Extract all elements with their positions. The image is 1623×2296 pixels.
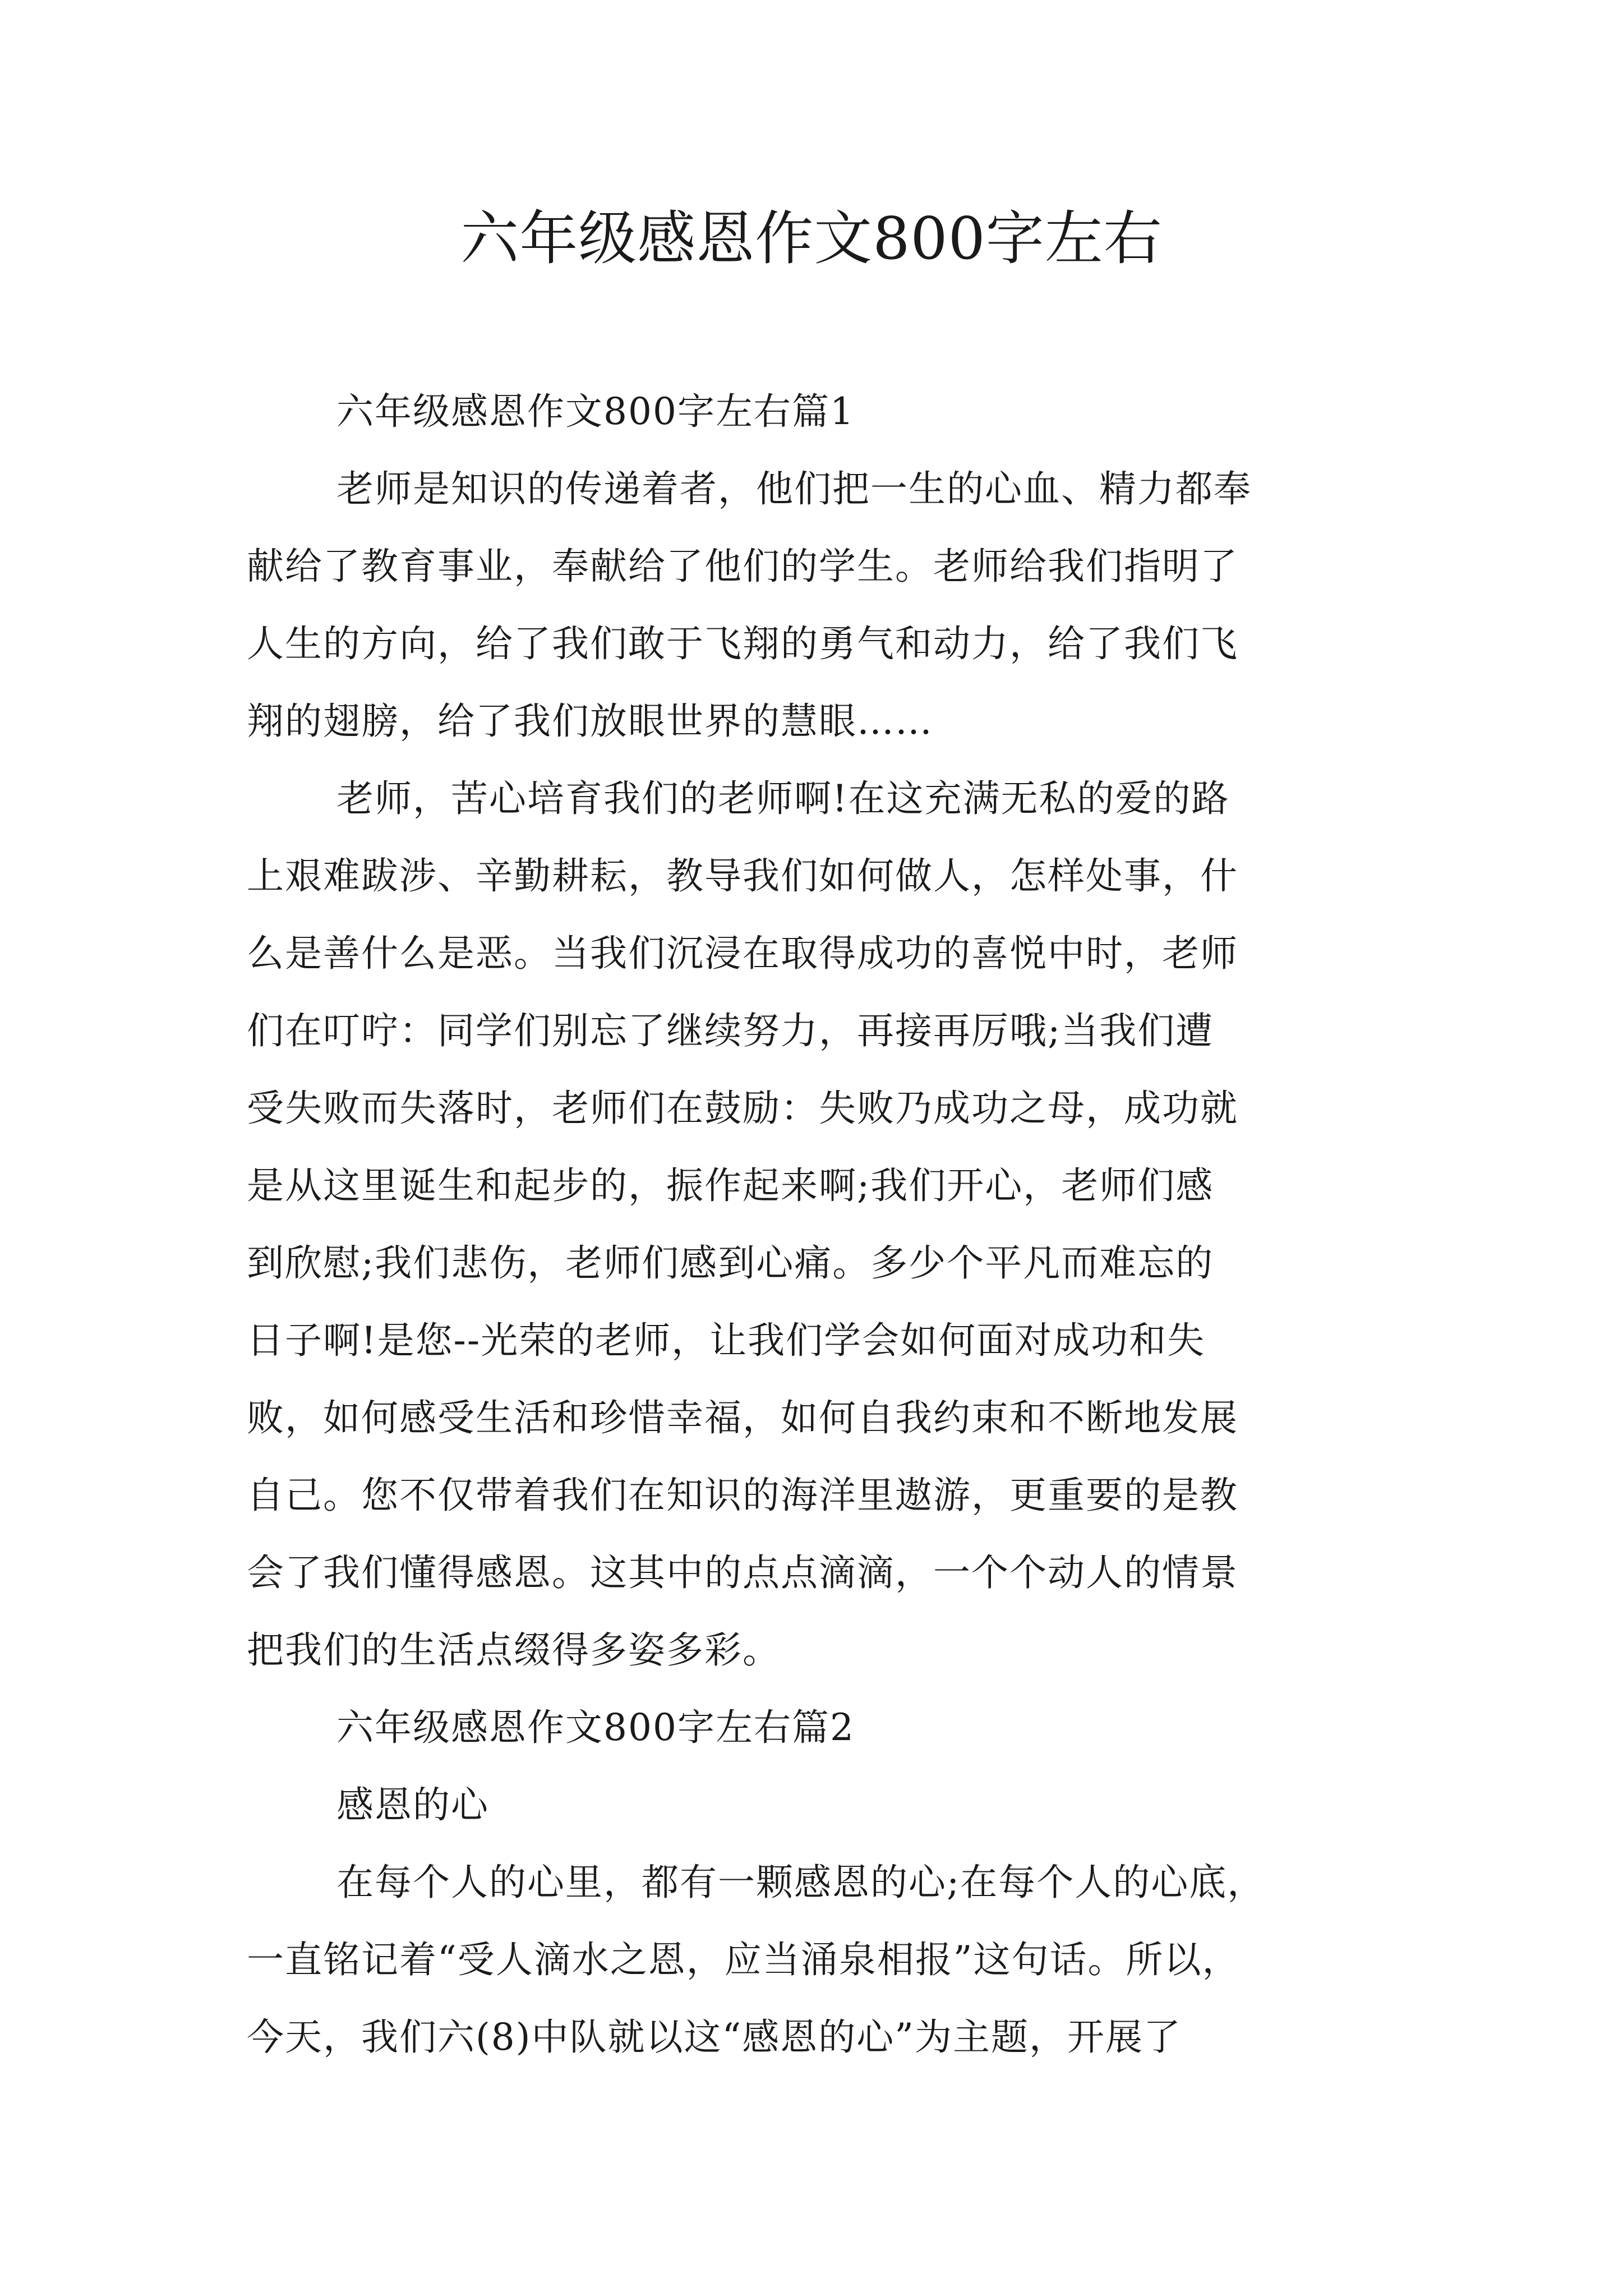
paragraph-line: 翔的翅膀，给了我们放眼世界的慧眼…… bbox=[247, 700, 933, 743]
paragraph-line: 把我们的生活点缀得多姿多彩。 bbox=[247, 1628, 781, 1672]
document-title: 六年级感恩作文800字左右 bbox=[460, 204, 1163, 273]
paragraph-line: 献给了教育事业，奉献给了他们的学生。老师给我们指明了 bbox=[247, 545, 1238, 588]
paragraph-line: 受失败而失落时，老师们在鼓励：失败乃成功之母，成功就 bbox=[247, 1087, 1238, 1130]
paragraph-line: 老师，苦心培育我们的老师啊!在这充满无私的爱的路 bbox=[336, 777, 1230, 820]
paragraph-line: 上艰难跋涉、辛勤耕耘，教导我们如何做人，怎样处事，什 bbox=[247, 854, 1238, 898]
paragraph-line: 一直铭记着“受人滴水之恩，应当涌泉相报”这句话。所以， bbox=[247, 1938, 1241, 1981]
section-2-subheading: 感恩的心 bbox=[336, 1783, 489, 1826]
paragraph-line: 会了我们懂得感恩。这其中的点点滴滴，一个个动人的情景 bbox=[247, 1551, 1238, 1594]
section-2-paragraph-1 bbox=[247, 1844, 1391, 2076]
section-1-paragraph-1 bbox=[247, 450, 1391, 760]
paragraph-line: 是从这里诞生和起步的，振作起来啊;我们开心，老师们感 bbox=[247, 1164, 1214, 1207]
paragraph-line: 老师是知识的传递着者，他们把一生的心血、精力都奉 bbox=[336, 467, 1252, 510]
document-body bbox=[247, 373, 1391, 2076]
paragraph-line: 人生的方向，给了我们敢于飞翔的勇气和动力，给了我们飞 bbox=[247, 622, 1238, 665]
paragraph-line: 败，如何感受生活和珍惜幸福，如何自我约束和不断地发展 bbox=[247, 1396, 1238, 1439]
paragraph-line: 在每个人的心里，都有一颗感恩的心;在每个人的心底， bbox=[336, 1861, 1266, 1904]
paragraph-line: 自己。您不仅带着我们在知识的海洋里遨游，更重要的是教 bbox=[247, 1474, 1238, 1517]
paragraph-line: 们在叮咛：同学们别忘了继续努力，再接再厉哦;当我们遭 bbox=[247, 1009, 1214, 1052]
paragraph-line: 到欣慰;我们悲伤，老师们感到心痛。多少个平凡而难忘的 bbox=[247, 1241, 1214, 1285]
paragraph-line: 今天，我们六(8)中队就以这“感恩的心”为主题，开展了 bbox=[247, 2016, 1182, 2059]
paragraph-line: 么是善什么是恶。当我们沉浸在取得成功的喜悦中时，老师 bbox=[247, 932, 1238, 975]
section-2-heading: 六年级感恩作文800字左右篇2 bbox=[336, 1706, 855, 1749]
paragraph-line: 日子啊!是您--光荣的老师，让我们学会如何面对成功和失 bbox=[247, 1319, 1206, 1362]
section-1-paragraph-2 bbox=[247, 760, 1391, 1689]
section-1-heading: 六年级感恩作文800字左右篇1 bbox=[336, 390, 855, 433]
